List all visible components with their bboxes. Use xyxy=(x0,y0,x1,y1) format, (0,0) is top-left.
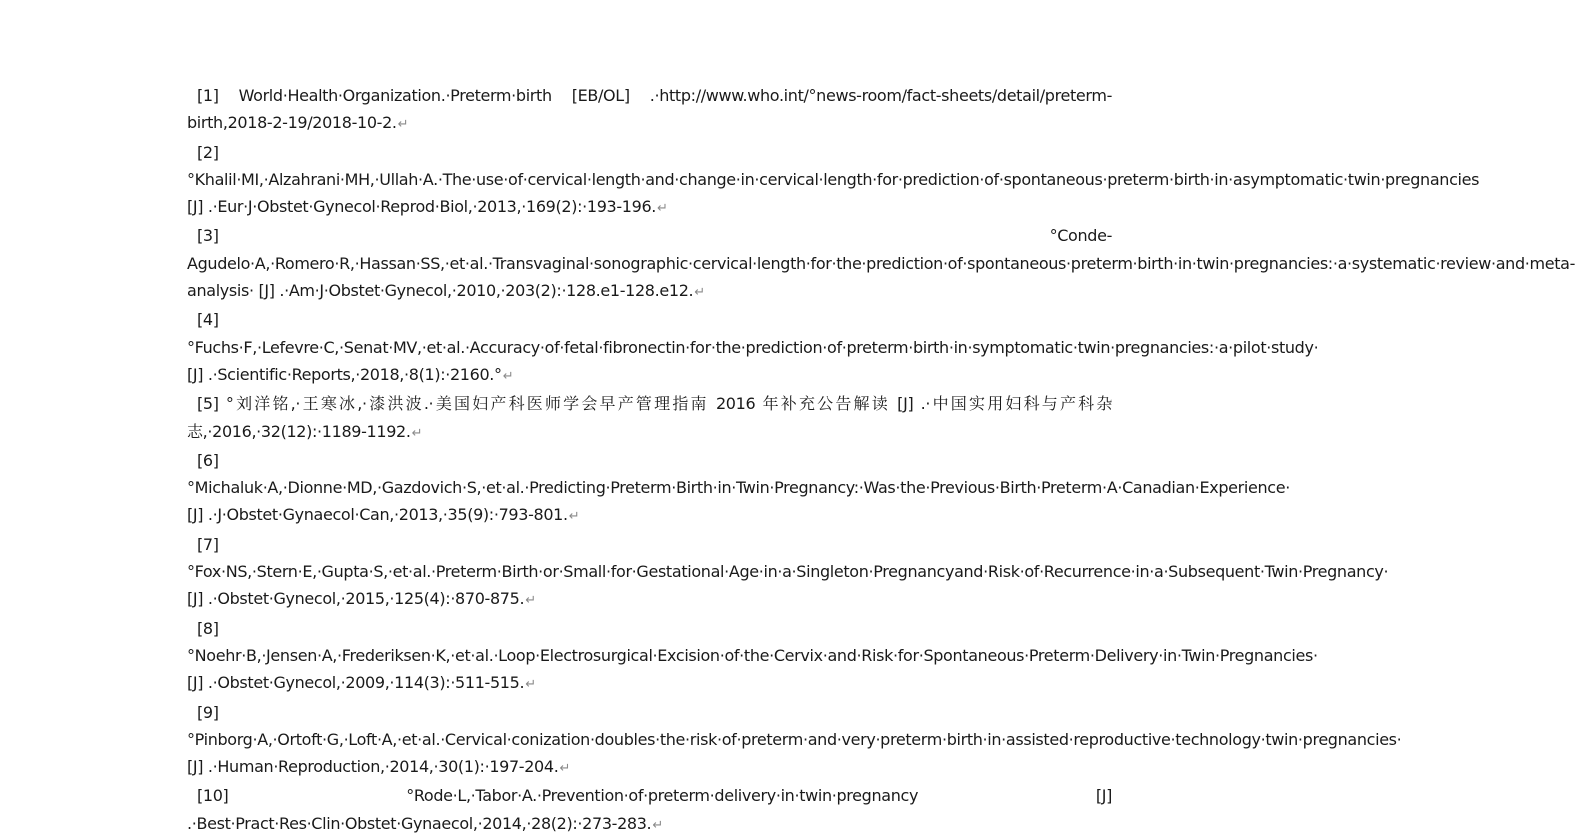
paragraph-mark-icon: ↵ xyxy=(652,817,663,833)
reference-text: [7] °Fox·NS,·Stern·E,·Gupta·S,·et·al.·Preterm·Birth·or·Small·for·Gestational·Age·in·a·Singleton·Pregnancyand·Risk·of·Recurrence·in·a·Subsequent·Twin·Pregnancy· [J] .·Obstet·Gynecol,·2015,·125(4):·870-875. xyxy=(187,534,1389,609)
reference-text: [9] °Pinborg·A,·Ortoft·G,·Loft·A,·et·al.·Cervical·conization·doubles·the·risk·of·preterm·and·very·preterm·birth·in·assisted·reproductive·technology·twin·pregnancies· [J] .·Human·Reproduction,·2014,·30(1):·197-204. xyxy=(187,702,1402,777)
paragraph-mark-icon: ↵ xyxy=(694,285,705,301)
reference-item[interactable] xyxy=(187,531,1389,615)
paragraph-mark-icon: ↵ xyxy=(411,425,423,441)
reference-text: [6] °Michaluk·A,·Dionne·MD,·Gazdovich·S,·et·al.·Predicting·Preterm·Birth·in·Twin·Pregnancy:·Was·the·Previous·Birth·Preterm·A·Canadian·Experience· [J] .·J·Obstet·Gynaecol·Can,·2013,·35(9):·793-801. xyxy=(187,450,1290,525)
reference-item[interactable] xyxy=(187,306,1319,390)
paragraph-mark-icon: ↵ xyxy=(525,677,536,693)
reference-list xyxy=(187,82,1575,839)
reference-text: [4] °Fuchs·F,·Lefevre·C,·Senat·MV,·et·al.·Accuracy·of·fetal·fibronectin·for·the·prediction·of·preterm·birth·in·symptomatic·twin·pregnancies:·a·pilot·study· [J] .·Scientific·Reports,·2018,·8(1):·2160.° xyxy=(187,310,1319,384)
reference-text: [1] World·Health·Organization.·Preterm·birth [EB/OL] .·http://www.who.int/°news-room/fact-sheets/detail/preterm-birth,2018-2-19/2018-10-2. xyxy=(187,86,1112,133)
paragraph-mark-icon: ↵ xyxy=(559,761,571,777)
paragraph-mark-icon: ↵ xyxy=(525,593,536,609)
reference-text: [5] °刘洋铭,·王寒冰,·漆洪波.·美国妇产科医师学会早产管理指南 2016 年补充公告解读 [J] .·中国实用妇科与产科杂志,·2016,·32(12):·1189-1192. xyxy=(187,394,1112,441)
reference-item[interactable] xyxy=(187,82,1112,139)
reference-item[interactable] xyxy=(187,615,1318,699)
reference-text: [8] °Noehr·B,·Jensen·A,·Frederiksen·K,·et·al.·Loop·Electrosurgical·Excision·of·the·Cervix·and·Risk·for·Spontaneous·Preterm·Delivery·in·Twin·Pregnancies· [J] .·Obstet·Gynecol,·2009,·114(3):·511-515. xyxy=(187,618,1318,693)
reference-item[interactable] xyxy=(187,447,1290,531)
reference-text: [3] °Conde-Agudelo·A,·Romero·R,·Hassan·SS,·et·al.·Transvaginal·sonographic·cervical·length·for·the·prediction·of·spontaneous·preterm·birth·in·twin·pregnancies:·a·systematic·review·and·meta-analysis· [J] .·Am·J·Obstet·Gynecol,·2010,·203(2):·128.e1-128.e12. xyxy=(187,226,1575,301)
paragraph-mark-icon: ↵ xyxy=(568,509,580,525)
paragraph-mark-icon: ↵ xyxy=(502,368,514,384)
reference-item[interactable] xyxy=(187,222,1575,306)
reference-item[interactable] xyxy=(187,699,1402,783)
paragraph-mark-icon: ↵ xyxy=(657,201,668,217)
reference-text: [2] °Khalil·MI,·Alzahrani·MH,·Ullah·A.·The·use·of·cervical·length·and·change·in·cervical·length·for·prediction·of·spontaneous·preterm·birth·in·asymptomatic·twin·pregnancies [J] .·Eur·J·Obstet·Gynecol·Reprod·Biol,·2013,·169(2):·193-196. xyxy=(187,142,1480,217)
reference-item[interactable] xyxy=(187,782,1112,839)
paragraph-mark-icon: ↵ xyxy=(397,117,409,133)
reference-text: [10] °Rode·L,·Tabor·A.·Prevention·of·preterm·delivery·in·twin·pregnancy [J] .·Best·Pract·Res·Clin·Obstet·Gynaecol,·2014,·28(2):·273-283. xyxy=(187,786,1112,833)
reference-item[interactable] xyxy=(187,139,1480,223)
reference-item[interactable] xyxy=(187,390,1112,447)
